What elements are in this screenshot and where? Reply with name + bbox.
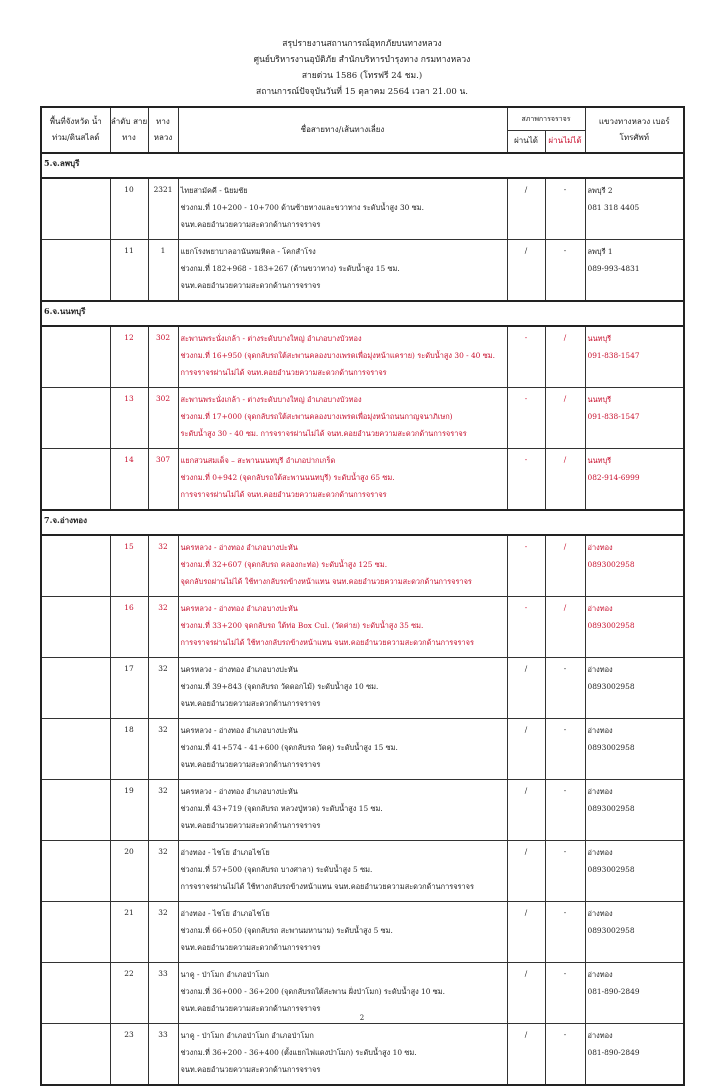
route-line: ช่วงกม.ที่ 10+200 - 10+700 ด้านซ้ายทางและขวาทาง ระดับน้ำสูง 30 ซม. [180,203,424,212]
highway-office [585,597,684,658]
route-line: แยกสวนสมเด็จ – สะพานนนทบุรี อำเภอปากเกร็ด [180,456,336,465]
status-pass: / [507,1024,545,1086]
status-pass: / [507,963,545,1024]
area-cell [41,780,110,841]
highway-office [585,240,684,302]
office-name: อ่างทอง [587,665,613,674]
office-phone: 091-838-1547 [587,351,640,360]
status-nopass: - [545,719,585,780]
col-header-area: พื้นที่จังหวัด น้ำท่วม/ดินสไลด์ [41,107,110,153]
route-description [178,449,507,511]
col-header-traffic: สภาพการจราจร [507,107,585,130]
route-description [178,658,507,719]
route-description [178,780,507,841]
route-line: ช่วงกม.ที่ 41+574 - 41+600 (จุดกลับรถ วัดคุ) ระดับน้ำสูง 15 ซม. [180,743,398,752]
highway-office [585,719,684,780]
route-line: นครหลวง - อ่างทอง อำเภอบางปะหัน [180,604,298,613]
province-row [41,153,684,178]
office-name: ลพบุรี 2 [587,186,613,195]
office-phone: 0893002958 [587,682,635,691]
status-nopass: - [545,902,585,963]
office-name: นนทบุรี [587,334,612,343]
route-line: นาคู - ป่าโมก อำเภอป่าโมก [180,970,269,979]
route-line: ช่วงกม.ที่ 39+843 (จุดกลับรถ วัดดอกไม้) ระดับน้ำสูง 10 ซม. [180,682,379,691]
highway-number: 32 [148,658,178,719]
route-line: จนท.คอยอำนวยความสะดวกด้านการจราจร [180,760,321,769]
route-description [178,178,507,240]
route-line: จนท.คอยอำนวยความสะดวกด้านการจราจร [180,220,321,229]
province-name: 5.จ.ลพบุรี [41,153,684,178]
report-hotline: สายด่วน 1586 (โทรฟรี 24 ชม.) [301,71,423,81]
route-line: ช่วงกม.ที่ 33+200 จุดกลับรถ ใต้ท่อ Box Cul. (วัดค่าย) ระดับน้ำสูง 35 ซม. [180,621,424,630]
table-row [41,841,684,902]
route-seq: 12 [110,326,148,388]
report-subtitle-department: ศูนย์บริหารงานอุบัติภัย สำนักบริหารบำรุงทาง กรมทางหลวง [253,55,471,65]
route-line: การจราจรผ่านไม่ได้ จนท.คอยอำนวยความสะดวกด้านการจราจร [180,490,387,499]
area-cell [41,535,110,597]
table-row [41,535,684,597]
col-header-office: แขวงทางหลวง เบอร์โทรศัพท์ [585,107,684,153]
office-phone: 0893002958 [587,560,635,569]
status-pass: - [507,388,545,449]
route-line: นาคู - ป่าโมก อำเภอป่าโมก อำเภอป่าโมก [180,1031,314,1040]
status-pass: - [507,597,545,658]
route-line: ช่วงกม.ที่ 36+000 - 36+200 (จุดกลับรถใต้สะพาน ฝั่งป่าโมก) ระดับน้ำสูง 10 ซม. [180,987,446,996]
route-seq: 21 [110,902,148,963]
highway-number: 33 [148,963,178,1024]
route-line: ช่วงกม.ที่ 16+950 (จุดกลับรถใต้สะพานคลองบางเพรดเพื่อมุ่งหน้าแคราย) ระดับน้ำสูง 30 - 40 ซม. [180,351,495,360]
col-header-nopass: ผ่านไม่ได้ [545,130,585,153]
office-name: อ่างทอง [587,787,613,796]
route-line: นครหลวง - อ่างทอง อำเภอบางปะหัน [180,787,298,796]
status-nopass: / [545,449,585,511]
highway-number: 32 [148,902,178,963]
table-row [41,780,684,841]
route-seq: 18 [110,719,148,780]
office-phone: 0893002958 [587,865,635,874]
status-pass: - [507,326,545,388]
route-description [178,902,507,963]
area-cell [41,902,110,963]
route-seq: 13 [110,388,148,449]
route-line: ช่วงกม.ที่ 36+200 - 36+400 (ตั้งแยกไฟแดงป่าโมก) ระดับน้ำสูง 10 ซม. [180,1048,417,1057]
status-nopass: / [545,597,585,658]
highway-number: 33 [148,1024,178,1086]
route-line: อ่างทอง - ไชโย อำเภอไชโย [180,909,270,918]
area-cell [41,658,110,719]
route-line: ช่วงกม.ที่ 17+000 (จุดกลับรถใต้สะพานคลองบางเพรดเพื่อมุ่งหน้าถนนกาญจนาภิเษก) [180,412,453,421]
status-nopass: / [545,535,585,597]
highway-number: 32 [148,719,178,780]
office-name: อ่างทอง [587,970,613,979]
status-nopass: - [545,841,585,902]
area-cell [41,449,110,511]
province-name: 6.จ.นนทบุรี [41,301,684,326]
office-name: อ่างทอง [587,543,613,552]
route-line: นครหลวง - อ่างทอง อำเภอบางปะหัน [180,543,298,552]
route-description [178,597,507,658]
province-name: 7.จ.อ่างทอง [41,510,684,535]
highway-number: 1 [148,240,178,302]
status-nopass: - [545,240,585,302]
office-phone: 081 318 4405 [587,203,640,212]
office-name: นนทบุรี [587,456,612,465]
status-nopass: - [545,780,585,841]
route-line: จนท.คอยอำนวยความสะดวกด้านการจราจร [180,1004,321,1013]
office-phone: 0893002958 [587,621,635,630]
status-pass: - [507,535,545,597]
highway-office [585,535,684,597]
route-line: จนท.คอยอำนวยความสะดวกด้านการจราจร [180,699,321,708]
route-seq: 19 [110,780,148,841]
route-description [178,719,507,780]
office-phone: 081-890-2849 [587,987,640,996]
highway-number: 32 [148,597,178,658]
office-name: นนทบุรี [587,395,612,404]
route-seq: 11 [110,240,148,302]
route-description [178,535,507,597]
office-name: อ่างทอง [587,604,613,613]
status-pass: - [507,449,545,511]
route-line: จนท.คอยอำนวยความสะดวกด้านการจราจร [180,281,321,290]
status-nopass: - [545,178,585,240]
route-seq: 10 [110,178,148,240]
route-seq: 22 [110,963,148,1024]
highway-number: 302 [148,388,178,449]
route-description [178,1024,507,1086]
office-name: อ่างทอง [587,848,613,857]
area-cell [41,240,110,302]
table-row [41,658,684,719]
status-pass: / [507,841,545,902]
route-line: ช่วงกม.ที่ 66+050 (จุดกลับรถ สะพานมหานาม) ระดับน้ำสูง 5 ซม. [180,926,393,935]
office-name: อ่างทอง [587,909,613,918]
col-header-route: ชื่อสายทาง/เส้นทางเลี่ยง [178,107,507,153]
highway-office [585,1024,684,1086]
table-row [41,326,684,388]
route-line: จนท.คอยอำนวยความสะดวกด้านการจราจร [180,821,321,830]
route-seq: 16 [110,597,148,658]
office-name: อ่างทอง [587,1031,613,1040]
status-nopass: / [545,388,585,449]
table-row [41,388,684,449]
report-title: สรุปรายงานสถานการณ์อุทกภัยบนทางหลวง [282,39,442,49]
status-pass: / [507,240,545,302]
route-seq: 23 [110,1024,148,1086]
highway-office [585,449,684,511]
route-line: ระดับน้ำสูง 30 - 40 ซม. การจราจรผ่านไม่ได้ จนท.คอยอำนวยความสะดวกด้านการจราจร [180,429,467,438]
table-row [41,1024,684,1086]
highway-number: 302 [148,326,178,388]
route-line: การจราจรผ่านไม่ได้ ใช้ทางกลับรถข้างหน้าแทน จนท.คอยอำนวยความสะดวกด้านการจราจร [180,638,474,647]
route-line: ช่วงกม.ที่ 182+968 - 183+267 (ด้านขวาทาง) ระดับน้ำสูง 15 ซม. [180,264,400,273]
status-nopass: / [545,326,585,388]
table-row [41,902,684,963]
highway-office [585,780,684,841]
highway-office [585,841,684,902]
highway-office [585,178,684,240]
route-seq: 20 [110,841,148,902]
highway-office [585,658,684,719]
area-cell [41,326,110,388]
status-pass: / [507,658,545,719]
status-nopass: - [545,1024,585,1086]
route-seq: 15 [110,535,148,597]
flood-status-table [40,106,685,1086]
office-phone: 0893002958 [587,804,635,813]
office-phone: 089-993-4831 [587,264,640,273]
route-line: จุดกลับรถผ่านไม่ได้ ใช้ทางกลับรถข้างหน้าแทน จนท.คอยอำนวยความสะดวกด้านการจราจร [180,577,472,586]
table-row [41,449,684,511]
table-row [41,240,684,302]
highway-office [585,326,684,388]
status-pass: / [507,178,545,240]
route-description [178,841,507,902]
col-header-highway: ทาง หลวง [148,107,178,153]
route-line: ช่วงกม.ที่ 32+607 (จุดกลับรถ คลองกะท่อ) ระดับน้ำสูง 125 ซม. [180,560,388,569]
route-line: การจราจรผ่านไม่ได้ ใช้ทางกลับรถข้างหน้าแทน จนท.คอยอำนวยความสะดวกด้านการจราจร [180,882,474,891]
area-cell [41,597,110,658]
area-cell [41,719,110,780]
route-line: ช่วงกม.ที่ 57+500 (จุดกลับรถ บางศาลา) ระดับน้ำสูง 5 ซม. [180,865,373,874]
table-body [41,153,684,1085]
route-line: สะพานพระนั่งเกล้า - ต่างระดับบางใหญ่ อำเภอบางบัวทอง [180,395,362,404]
route-line: แยกโรงพยาบาลอานันทมหิดล - โคกสำโรง [180,247,316,256]
area-cell [41,178,110,240]
highway-number: 307 [148,449,178,511]
route-description [178,326,507,388]
highway-number: 32 [148,780,178,841]
route-line: นครหลวง - อ่างทอง อำเภอบางปะหัน [180,665,298,674]
status-nopass: - [545,658,585,719]
office-phone: 0893002958 [587,926,635,935]
highway-office [585,902,684,963]
route-description [178,388,507,449]
route-description [178,240,507,302]
col-header-seq: ลำดับ สายทาง [110,107,148,153]
route-line: ช่วงกม.ที่ 0+942 (จุดกลับรถใต้สะพานนนทบุรี) ระดับน้ำสูง 65 ซม. [180,473,395,482]
route-line: นครหลวง - อ่างทอง อำเภอบางปะหัน [180,726,298,735]
highway-number: 32 [148,535,178,597]
route-seq: 17 [110,658,148,719]
office-phone: 081-890-2849 [587,1048,640,1057]
office-phone: 082-914-6999 [587,473,640,482]
table-row [41,719,684,780]
route-line: จนท.คอยอำนวยความสะดวกด้านการจราจร [180,943,321,952]
route-line: สะพานพระนั่งเกล้า - ต่างระดับบางใหญ่ อำเภอบางบัวทอง [180,334,362,343]
route-line: อ่างทอง - ไชโย อำเภอไชโย [180,848,270,857]
office-phone: 0893002958 [587,743,635,752]
area-cell [41,1024,110,1086]
highway-office [585,388,684,449]
status-nopass: - [545,963,585,1024]
highway-number: 32 [148,841,178,902]
area-cell [41,841,110,902]
status-pass: / [507,719,545,780]
office-name: ลพบุรี 1 [587,247,613,256]
table-row [41,597,684,658]
province-row [41,510,684,535]
table-row [41,178,684,240]
route-line: ไทยสามัคคี - นิยมชัย [180,186,248,195]
status-pass: / [507,902,545,963]
route-line: จนท.คอยอำนวยความสะดวกด้านการจราจร [180,1065,321,1074]
route-seq: 14 [110,449,148,511]
office-name: อ่างทอง [587,726,613,735]
report-datetime: สถานการณ์ปัจจุบันวันที่ 15 ตุลาคม 2564 เวลา 21.00 น. [256,87,468,97]
office-phone: 091-838-1547 [587,412,640,421]
status-pass: / [507,780,545,841]
route-line: ช่วงกม.ที่ 43+719 (จุดกลับรถ หลวงปู่ทวด) ระดับน้ำสูง 15 ซม. [180,804,383,813]
page-number: 2 [359,1014,365,1022]
highway-number: 2321 [148,178,178,240]
route-line: การจราจรผ่านไม่ได้ จนท.คอยอำนวยความสะดวกด้านการจราจร [180,368,387,377]
area-cell [41,388,110,449]
province-row [41,301,684,326]
col-header-pass: ผ่านได้ [507,130,545,153]
